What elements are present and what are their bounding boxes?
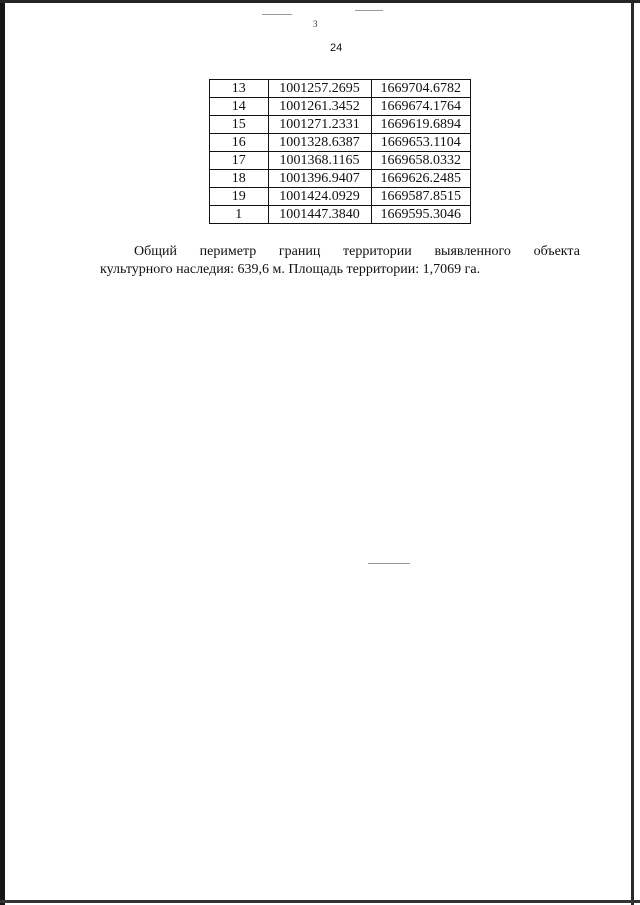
coord-y: 1669619.6894 <box>371 116 470 134</box>
table-row <box>210 116 471 134</box>
scan-edge-bottom <box>0 900 640 903</box>
summary-word: границ <box>278 244 321 259</box>
page-number: 24 <box>330 42 343 54</box>
scan-edge-right <box>631 0 634 905</box>
table-row <box>210 134 471 152</box>
scan-mark: 3 <box>313 19 318 29</box>
scan-edge-top <box>0 0 640 3</box>
coordinates-table <box>209 79 471 224</box>
point-number: 1 <box>210 206 269 224</box>
coord-x: 1001257.2695 <box>268 80 371 98</box>
summary-word: объекта <box>533 244 580 259</box>
coord-y: 1669626.2485 <box>371 170 470 188</box>
summary-paragraph <box>100 243 580 279</box>
coord-x: 1001328.6387 <box>268 134 371 152</box>
coord-x: 1001271.2331 <box>268 116 371 134</box>
table-row <box>210 188 471 206</box>
summary-word: Общий <box>134 244 177 259</box>
coord-y: 1669704.6782 <box>371 80 470 98</box>
table-row <box>210 170 471 188</box>
table-row <box>210 206 471 224</box>
scan-smudge <box>368 563 410 564</box>
summary-line-1 <box>100 243 580 261</box>
coord-y: 1669595.3046 <box>371 206 470 224</box>
summary-word: периметр <box>199 244 257 259</box>
coord-y: 1669658.0332 <box>371 152 470 170</box>
coord-x: 1001261.3452 <box>268 98 371 116</box>
scan-edge-left <box>0 0 5 905</box>
point-number: 18 <box>210 170 269 188</box>
coord-y: 1669674.1764 <box>371 98 470 116</box>
coord-y: 1669653.1104 <box>371 134 470 152</box>
summary-word: выявленного <box>434 244 511 259</box>
coord-x: 1001447.3840 <box>268 206 371 224</box>
point-number: 17 <box>210 152 269 170</box>
coord-x: 1001424.0929 <box>268 188 371 206</box>
point-number: 19 <box>210 188 269 206</box>
scan-smudge <box>262 14 292 15</box>
point-number: 15 <box>210 116 269 134</box>
table-row <box>210 80 471 98</box>
coord-x: 1001396.9407 <box>268 170 371 188</box>
point-number: 13 <box>210 80 269 98</box>
coord-x: 1001368.1165 <box>268 152 371 170</box>
table-row <box>210 152 471 170</box>
coord-y: 1669587.8515 <box>371 188 470 206</box>
scan-smudge <box>355 10 383 11</box>
point-number: 14 <box>210 98 269 116</box>
table-row <box>210 98 471 116</box>
summary-line-2: культурного наследия: 639,6 м. Площадь территории: 1,7069 га. <box>100 262 481 277</box>
point-number: 16 <box>210 134 269 152</box>
summary-word: территории <box>343 244 412 259</box>
